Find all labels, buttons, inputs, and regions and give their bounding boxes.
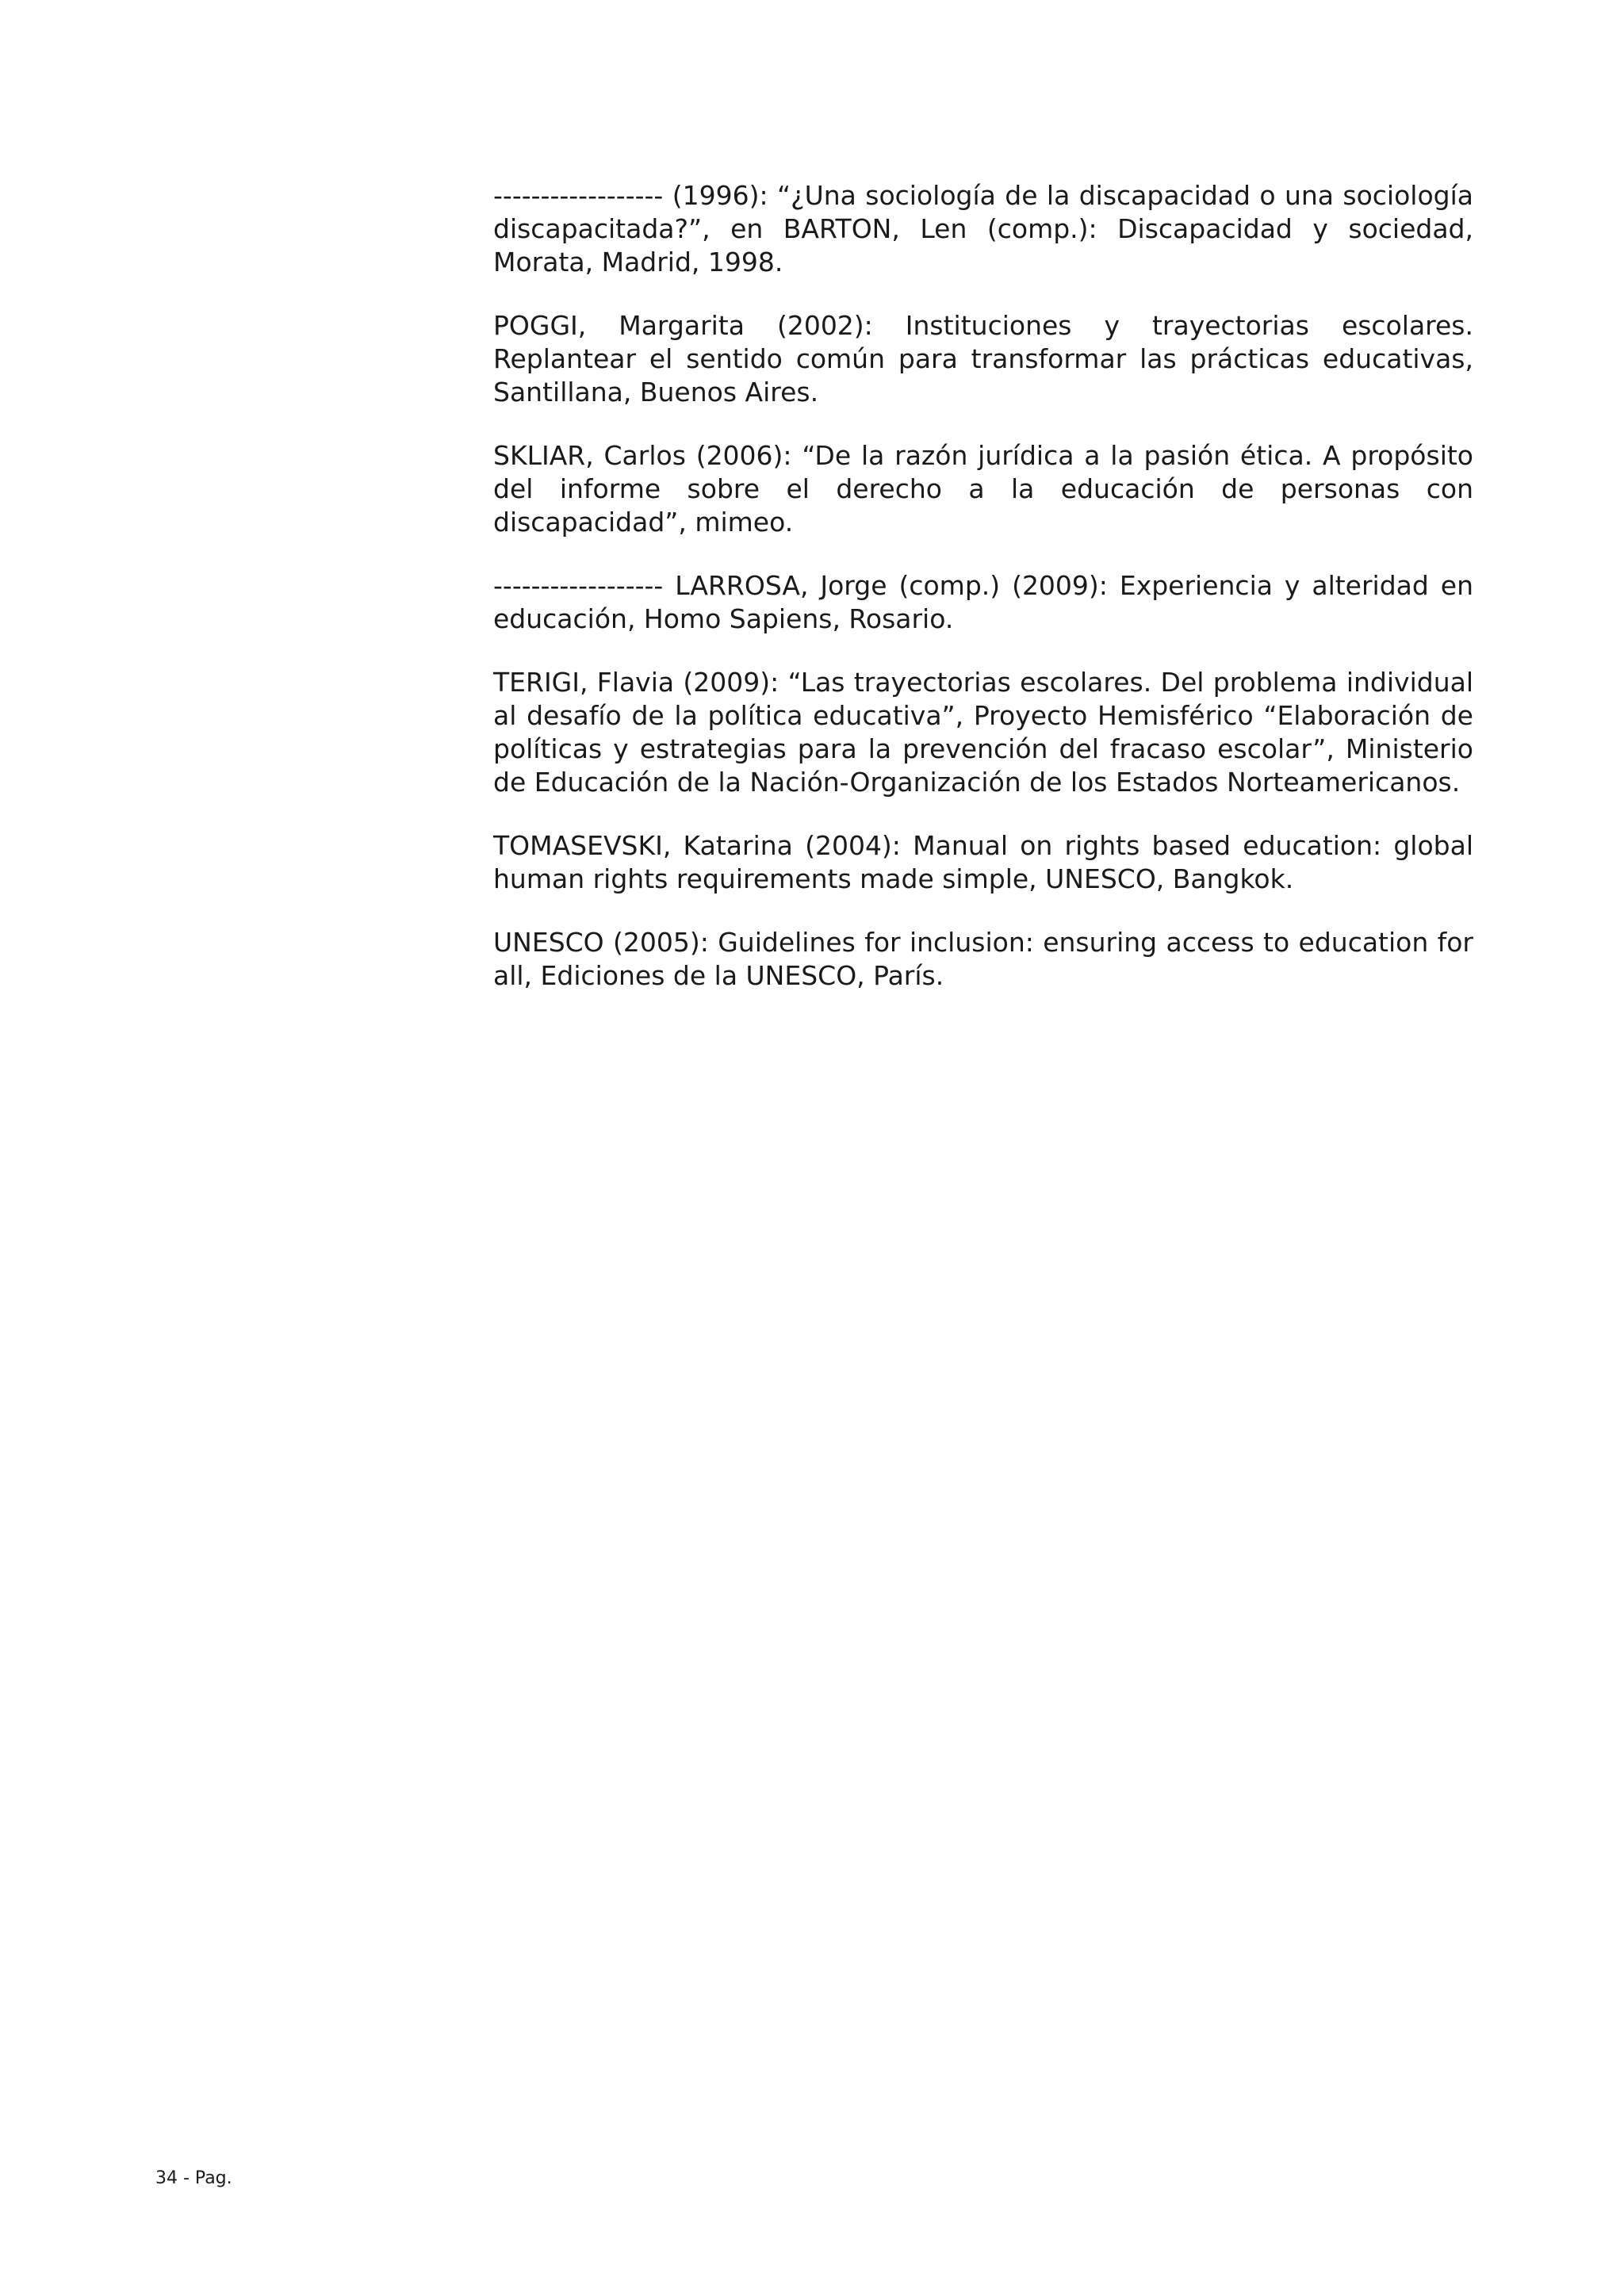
reference-entry: POGGI, Margarita (2002): Instituciones y trayectorias escolares. Replantear el sentido común para transformar las prácticas educativas, Santillana, Buenos Aires. (493, 310, 1473, 408)
reference-entry: UNESCO (2005): Guidelines for inclusion: ensuring access to education for all, Ediciones de la UNESCO, París. (493, 927, 1473, 991)
reference-entry: ------------------ LARROSA, Jorge (comp.) (2009): Experiencia y alteridad en educación, Homo Sapiens, Rosario. (493, 570, 1473, 634)
reference-entry: ------------------ (1996): “¿Una sociología de la discapacidad o una sociología discapacitada?”, en BARTON, Len (comp.): Discapacidad y sociedad, Morata, Madrid, 1998. (493, 180, 1473, 277)
reference-list (493, 179, 1473, 1023)
reference-entry: SKLIAR, Carlos (2006): “De la razón jurídica a la pasión ética. A propósito del informe sobre el derecho a la educación de personas con discapacidad”, mimeo. (493, 440, 1473, 538)
reference-entry: TERIGI, Flavia (2009): “Las trayectorias escolares. Del problema individual al desafío de la política educativa”, Proyecto Hemisférico “Elaboración de políticas y estrategias para la prevención del fracaso escolar”, Ministerio de Educación de la Nación-Organización de los Estados Norteamericanos. (493, 667, 1473, 798)
page-number: 34 - Pag. (155, 2168, 232, 2188)
reference-entry: TOMASEVSKI, Katarina (2004): Manual on rights based education: global human rights requirements made simple, UNESCO, Bangkok. (493, 830, 1473, 894)
